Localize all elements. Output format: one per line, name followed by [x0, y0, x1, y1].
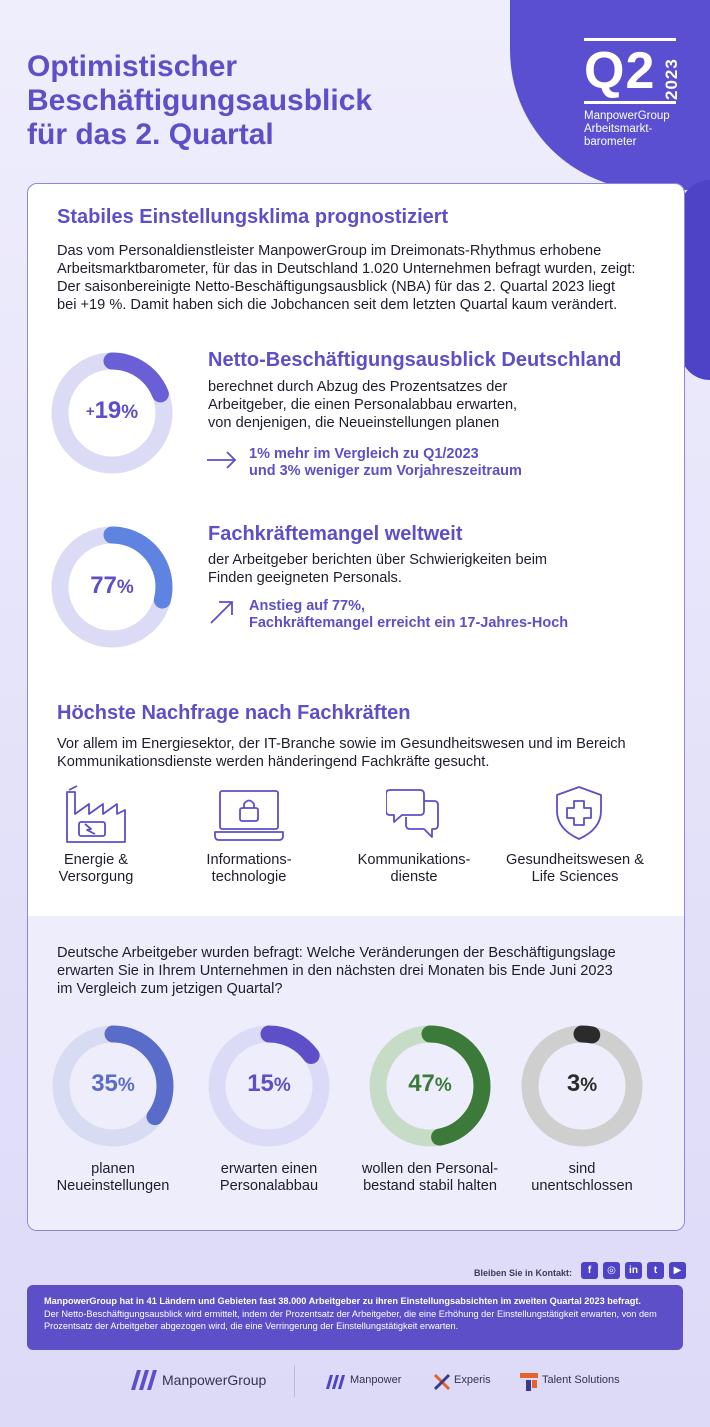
category-line: Energie &	[63, 852, 129, 868]
donut-value-undecided	[520, 1070, 644, 1098]
nba-line: von denjenigen, die Neueinstellungen planen	[208, 415, 500, 431]
title-line: für das 2. Quartal	[27, 118, 274, 151]
donut-number: 35	[91, 1070, 118, 1097]
category-line: Gesundheitswesen &	[506, 852, 644, 868]
badge-quarter: Q2	[584, 42, 656, 100]
category-line: Life Sciences	[531, 869, 619, 885]
donut-label-stable	[350, 1161, 510, 1195]
badge-subtitle	[584, 110, 694, 149]
category-line: technologie	[211, 869, 287, 885]
paragraph-line: Das vom Personaldienstleister ManpowerGroup im Dreimonats-Rhythmus erhobene	[57, 243, 602, 259]
category-energy	[27, 852, 171, 886]
twitter-icon[interactable]: t	[647, 1262, 664, 1279]
donut-label-reduction	[189, 1161, 349, 1195]
donut-label-line: planen	[91, 1161, 135, 1177]
shortage-value	[50, 572, 174, 600]
youtube-icon[interactable]: ▶	[669, 1262, 686, 1279]
donut-label-line: Personalabbau	[219, 1178, 319, 1194]
nba-pct: %	[121, 402, 139, 423]
manpower-logo-icon	[326, 1373, 348, 1389]
footer-line: Prozentsatz der Arbeitgeber abgezogen wird, die eine Verringerung der Einstellungstätigkeit erwarten.	[44, 1321, 459, 1331]
page-title	[27, 50, 447, 152]
manpower-logo: Manpower	[350, 1374, 402, 1386]
quarter-badge	[584, 38, 694, 149]
logo-divider	[294, 1365, 295, 1397]
section-heading-climate: Stabiles Einstellungsklima prognostiziert	[57, 206, 449, 228]
category-communication	[339, 852, 489, 886]
nba-line: Arbeitgeber, die einen Personalabbau erwarten,	[208, 397, 518, 413]
donut-label-line: sind	[568, 1161, 596, 1177]
facebook-icon[interactable]: f	[581, 1262, 598, 1279]
experis-logo: Experis	[454, 1374, 491, 1386]
shield-cross-icon	[555, 785, 603, 841]
category-health	[500, 852, 650, 886]
question-line: im Vergleich zum jetzigen Quartal?	[57, 981, 283, 997]
shortage-heading: Fachkräftemangel weltweit	[208, 523, 463, 545]
nba-note-line: 1% mehr im Vergleich zu Q1/2023	[249, 446, 479, 462]
arrow-up-right-icon	[208, 598, 236, 626]
factory-icon	[65, 784, 127, 844]
badge-bar	[584, 101, 676, 104]
shortage-note	[249, 598, 568, 632]
category-line: Informations-	[206, 852, 292, 868]
donut-label-undecided	[502, 1161, 662, 1195]
talent-solutions-logo: Talent Solutions	[542, 1374, 620, 1386]
nba-sign: +	[85, 403, 95, 421]
shortage-line: der Arbeitgeber berichten über Schwierigkeiten beim	[208, 552, 548, 568]
instagram-icon[interactable]: ◎	[603, 1262, 620, 1279]
nba-description	[208, 378, 517, 432]
demand-paragraph	[57, 735, 677, 771]
donut-label-line: Neueinstellungen	[56, 1178, 170, 1194]
title-line: Beschäftigungsausblick	[27, 84, 373, 117]
donut-pct: %	[117, 1075, 135, 1096]
donut-pct: %	[273, 1075, 291, 1096]
paragraph-line: Der saisonbereinigte Netto-Beschäftigungsausblick (NBA) für das 2. Quartal 2023 liegt	[57, 279, 616, 295]
donut-label-line: unentschlossen	[531, 1178, 633, 1194]
nba-note	[249, 446, 522, 480]
donut-label-new-hires	[33, 1161, 193, 1195]
shortage-note-line: Fachkräftemangel erreicht ein 17-Jahres-Hoch	[249, 615, 569, 631]
category-line: Versorgung	[58, 869, 134, 885]
donut-number: 3	[566, 1070, 581, 1097]
footer-bold-line: ManpowerGroup hat in 41 Ländern und Gebieten fast 38.000 Arbeitgeber zu ihren Einstellungsabsichten im zweiten Quartal 2023 befragt.	[44, 1296, 641, 1306]
paragraph-line: bei +19 %. Damit haben sich die Jobchancen seit dem letzten Quartal kaum verändert.	[57, 297, 618, 313]
linkedin-icon[interactable]: in	[625, 1262, 642, 1279]
nba-number: 19	[94, 397, 122, 424]
donut-value-reduction	[207, 1070, 331, 1098]
donut-label-line: bestand stabil halten	[363, 1178, 497, 1194]
badge-line: Arbeitsmarkt-	[584, 123, 653, 135]
badge-line: barometer	[584, 136, 637, 148]
shortage-pct: %	[116, 577, 134, 598]
chat-bubbles-icon	[386, 787, 442, 843]
badge-year: 2023	[662, 58, 681, 100]
question-line: Deutsche Arbeitgeber wurden befragt: Welche Veränderungen der Beschäftigungslage	[57, 945, 616, 961]
nba-heading: Netto-Beschäftigungsausblick Deutschland	[208, 349, 622, 371]
donut-pct: %	[434, 1075, 452, 1096]
donut-number: 47	[408, 1070, 435, 1097]
nba-note-line: und 3% weniger zum Vorjahreszeitraum	[249, 463, 522, 479]
manpowergroup-logo: ManpowerGroup	[162, 1372, 267, 1388]
shortage-description	[208, 551, 547, 587]
intro-paragraph	[57, 242, 677, 314]
shortage-line: Finden geeigneten Personals.	[208, 570, 402, 586]
donut-label-line: erwarten einen	[220, 1161, 318, 1177]
donut-pct: %	[580, 1075, 598, 1096]
contact-label: Bleiben Sie in Kontakt:	[474, 1268, 573, 1278]
question-line: erwarten Sie in Ihrem Unternehmen in den nächsten drei Monaten bis Ende Juni 2023	[57, 963, 613, 979]
badge-line: ManpowerGroup	[584, 110, 670, 122]
footer-note	[27, 1285, 683, 1350]
content-card	[27, 183, 685, 1231]
footer-text	[44, 1308, 674, 1332]
shortage-note-line: Anstieg auf 77%,	[249, 598, 366, 614]
donut-number: 15	[247, 1070, 274, 1097]
paragraph-line: Vor allem im Energiesektor, der IT-Branche sowie im Gesundheitswesen und im Bereich	[57, 736, 626, 752]
donut-label-line: wollen den Personal-	[361, 1161, 499, 1177]
section-heading-demand: Höchste Nachfrage nach Fachkräften	[57, 702, 411, 724]
shortage-number: 77	[90, 572, 117, 599]
experis-logo-icon	[433, 1373, 451, 1391]
arrow-right-icon	[205, 449, 239, 471]
survey-question	[57, 944, 677, 998]
manpowergroup-logo-icon	[131, 1368, 159, 1390]
donut-value-new-hires	[51, 1070, 175, 1098]
paragraph-line: Kommunikationsdienste werden händeringend Fachkräfte gesucht.	[57, 754, 490, 770]
nba-value	[50, 397, 174, 425]
donut-value-stable	[368, 1070, 492, 1098]
talent-solutions-logo-icon	[520, 1373, 538, 1391]
category-line: dienste	[390, 869, 438, 885]
nba-line: berechnet durch Abzug des Prozentsatzes der	[208, 379, 508, 395]
footer-line: Der Netto-Beschäftigungsausblick wird ermittelt, indem der Prozentsatz der Arbeitgeber, die eine Erhöhung der Einstellungstätigkeit erwarten, von dem	[44, 1309, 657, 1319]
paragraph-line: Arbeitsmarktbarometer, für das in Deutschland 1.020 Unternehmen befragt wurden, zeigt:	[57, 261, 636, 277]
category-line: Kommunikations-	[357, 852, 471, 868]
laptop-lock-icon	[214, 788, 284, 842]
category-it	[174, 852, 324, 886]
title-line: Optimistischer	[27, 50, 238, 83]
